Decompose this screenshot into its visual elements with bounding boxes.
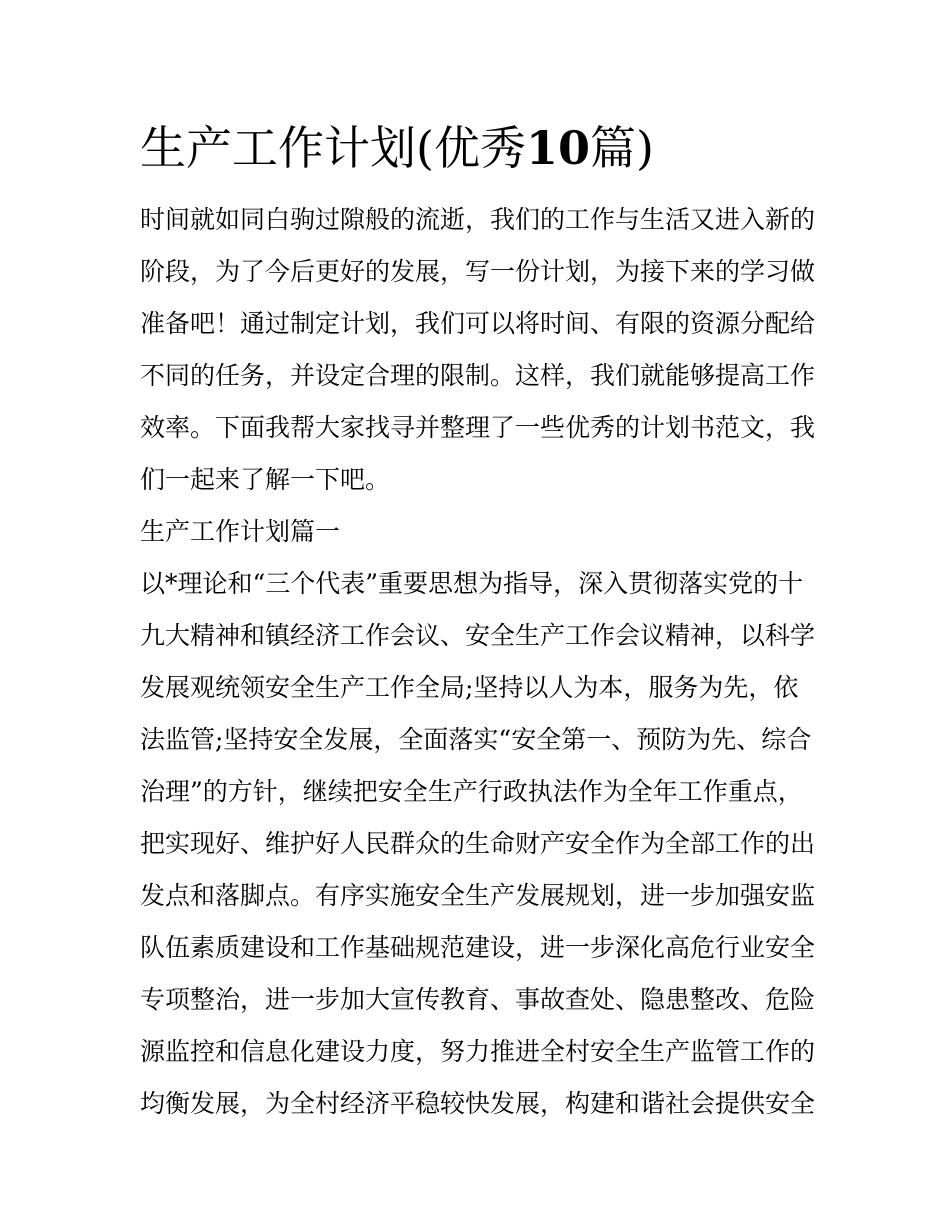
body-line-4: 法监管;坚持安全发展，全面落实“安全第一、预防为先、综合: [140, 725, 812, 754]
body-line-9: 专项整治，进一步加大宣传教育、事故查处、隐患整改、危险: [140, 985, 816, 1014]
intro-line-2: 阶段，为了今后更好的发展，写一份计划，为接下来的学习做: [140, 257, 816, 286]
body-line-11: 均衡发展，为全村经济平稳较快发展，构建和谐社会提供安全: [140, 1089, 816, 1118]
body-line-2: 九大精神和镇经济工作会议、安全生产工作会议精神，以科学: [140, 621, 816, 650]
title-number: 10: [525, 121, 590, 175]
section-heading: 生产工作计划篇一: [140, 517, 341, 546]
body-line-8: 队伍素质建设和工作基础规范建设，进一步深化高危行业安全: [140, 933, 816, 962]
intro-line-1: 时间就如同白驹过隙般的流逝，我们的工作与生活又进入新的: [140, 205, 816, 234]
intro-line-3: 准备吧！通过制定计划，我们可以将时间、有限的资源分配给: [140, 309, 816, 338]
intro-line-4: 不同的任务，并设定合理的限制。这样，我们就能够提高工作: [140, 361, 816, 390]
title-prefix: 生产工作计划(优秀: [140, 121, 526, 175]
title-suffix: 篇): [589, 121, 654, 175]
body-line-3: 发展观统领安全生产工作全局;坚持以人为本，服务为先，依: [140, 673, 799, 702]
body-line-7: 发点和落脚点。有序实施安全生产发展规划，进一步加强安监: [140, 881, 816, 910]
body-line-1: 以*理论和“三个代表”重要思想为指导，深入贯彻落实党的十: [140, 569, 804, 598]
document-title: [140, 118, 654, 178]
body-line-6: 把实现好、维护好人民群众的生命财产安全作为全部工作的出: [140, 829, 816, 858]
intro-line-6: 们一起来了解一下吧。: [140, 465, 391, 494]
body-line-10: 源监控和信息化建设力度，努力推进全村安全生产监管工作的: [140, 1037, 816, 1066]
intro-line-5: 效率。下面我帮大家找寻并整理了一些优秀的计划书范文，我: [140, 413, 816, 442]
body-line-5: 治理”的方针，继续把安全生产行政执法作为全年工作重点，: [140, 777, 803, 806]
